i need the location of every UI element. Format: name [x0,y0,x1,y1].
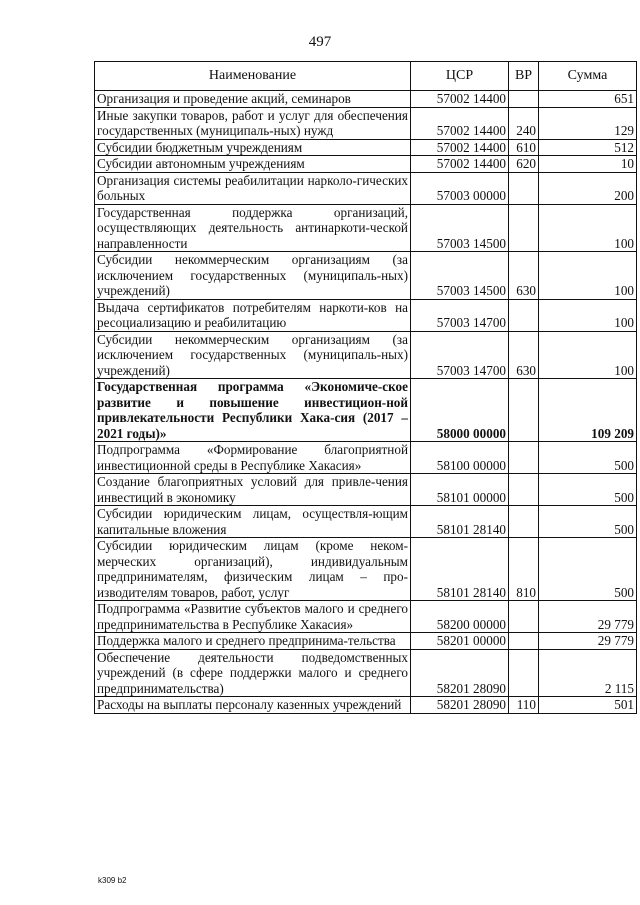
table-row [95,204,637,252]
cell-vr: 620 [509,156,539,173]
table-row [95,331,637,379]
cell-vr [509,172,539,204]
cell-sum: 500 [539,474,637,506]
table-body [95,91,637,714]
cell-name: Подпрограмма «Развитие субъектов малого и среднего предпринимательства в Республике Хакасия» [95,601,411,633]
table-row [95,506,637,538]
cell-sum: 109 209 [539,379,637,442]
cell-sum: 100 [539,299,637,331]
cell-name: Субсидии некоммерческим организациям (за исключением государственных (муниципаль-ных) учреждений) [95,252,411,300]
cell-name: Государственная программа «Экономиче-ское развитие и повышение инвестицион-ной привлекательности Республики Хака-сия (2017 – 2021 годы)» [95,379,411,442]
page-number: 497 [308,34,332,50]
cell-csr: 58201 00000 [411,633,509,650]
cell-name: Субсидии юридическим лицам, осуществля-ющим капитальные вложения [95,506,411,538]
cell-sum: 500 [539,442,637,474]
table-row [95,139,637,156]
cell-name: Подпрограмма «Формирование благоприятной инвестиционной среды в Республике Хакасия» [95,442,411,474]
cell-sum: 100 [539,252,637,300]
cell-vr [509,204,539,252]
cell-name: Расходы на выплаты персоналу казенных учреждений [95,697,411,714]
cell-name: Организация и проведение акций, семинаров [95,91,411,108]
cell-vr [509,442,539,474]
budget-table [94,61,637,714]
table-row [95,379,637,442]
cell-sum: 500 [539,538,637,601]
table-row [95,156,637,173]
cell-vr: 630 [509,252,539,300]
cell-csr: 57002 14400 [411,107,509,139]
table-row [95,172,637,204]
table-row [95,697,637,714]
cell-sum: 29 779 [539,633,637,650]
cell-sum: 10 [539,156,637,173]
cell-vr [509,601,539,633]
table-row [95,91,637,108]
cell-name: Поддержка малого и среднего предпринима-тельства [95,633,411,650]
cell-csr: 58000 00000 [411,379,509,442]
cell-name: Государственная поддержка организаций, осуществляющих деятельность антинаркоти-ческой направленности [95,204,411,252]
cell-vr: 240 [509,107,539,139]
footer-code: k309 b2 [98,876,127,885]
header-vr: ВР [509,62,539,91]
cell-sum: 200 [539,172,637,204]
cell-name: Субсидии некоммерческим организациям (за исключением государственных (муниципаль-ных) учреждений) [95,331,411,379]
header-csr: ЦСР [411,62,509,91]
cell-vr [509,649,539,697]
table-row [95,252,637,300]
cell-vr: 630 [509,331,539,379]
cell-sum: 512 [539,139,637,156]
cell-vr: 610 [509,139,539,156]
cell-sum: 100 [539,204,637,252]
cell-vr: 110 [509,697,539,714]
cell-vr [509,299,539,331]
cell-sum: 501 [539,697,637,714]
table-row [95,474,637,506]
cell-sum: 29 779 [539,601,637,633]
cell-name: Обеспечение деятельности подведомственных учреждений (в сфере поддержки малого и среднего предпринимательства) [95,649,411,697]
table-row [95,299,637,331]
table-row [95,107,637,139]
cell-vr [509,633,539,650]
cell-csr: 57002 14400 [411,139,509,156]
cell-name: Субсидии автономным учреждениям [95,156,411,173]
cell-sum: 500 [539,506,637,538]
header-name: Наименование [95,62,411,91]
cell-sum: 2 115 [539,649,637,697]
cell-sum: 129 [539,107,637,139]
table-row [95,649,637,697]
cell-name: Иные закупки товаров, работ и услуг для обеспечения государственных (муниципаль-ных) нужд [95,107,411,139]
cell-vr [509,506,539,538]
cell-name: Субсидии юридическим лицам (кроме неком-мерческих организаций), индивидуальным предпринимателям, физическим лицам – про-изводителям товаров, работ, услуг [95,538,411,601]
cell-name: Субсидии бюджетным учреждениям [95,139,411,156]
table-row [95,633,637,650]
cell-csr: 57003 14700 [411,331,509,379]
table-row [95,601,637,633]
cell-csr: 58101 28140 [411,506,509,538]
cell-csr: 58201 28090 [411,649,509,697]
cell-csr: 57003 00000 [411,172,509,204]
header-sum: Сумма [539,62,637,91]
table-header-row [95,62,637,91]
cell-sum: 651 [539,91,637,108]
cell-csr: 58200 00000 [411,601,509,633]
cell-vr [509,474,539,506]
cell-csr: 57003 14500 [411,204,509,252]
cell-name: Организация системы реабилитации нарколо-гических больных [95,172,411,204]
cell-csr: 57003 14700 [411,299,509,331]
table-row [95,442,637,474]
cell-csr: 58101 00000 [411,474,509,506]
cell-csr: 58100 00000 [411,442,509,474]
cell-sum: 100 [539,331,637,379]
cell-csr: 57002 14400 [411,91,509,108]
cell-vr [509,91,539,108]
cell-csr: 58201 28090 [411,697,509,714]
cell-name: Выдача сертификатов потребителям наркоти-ков на ресоциализацию и реабилитацию [95,299,411,331]
cell-csr: 57003 14500 [411,252,509,300]
cell-name: Создание благоприятных условий для привле-чения инвестиций в экономику [95,474,411,506]
cell-csr: 57002 14400 [411,156,509,173]
cell-vr: 810 [509,538,539,601]
cell-csr: 58101 28140 [411,538,509,601]
table-row [95,538,637,601]
cell-vr [509,379,539,442]
